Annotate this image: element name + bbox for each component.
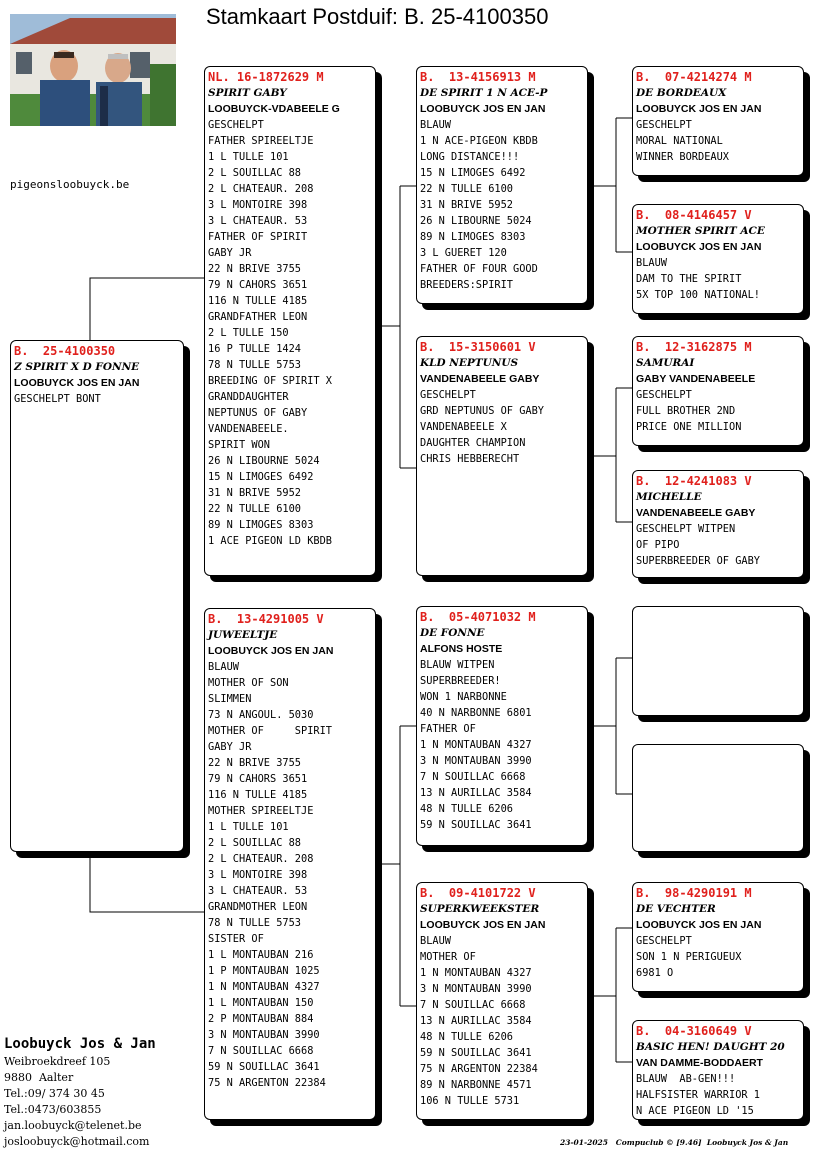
info-line: 2 L SOUILLAC 88: [208, 837, 301, 849]
info-line: SISTER OF: [208, 933, 264, 945]
info-line: 73 N ANGOUL. 5030: [208, 709, 314, 721]
owner-phone: Tel.:09/ 374 30 45: [4, 1087, 105, 1100]
ring-number: B. 98-4290191 M: [636, 886, 752, 900]
info-line: MOTHER SPIREELTJE: [208, 805, 314, 817]
pigeon-name: Z SPIRIT X D FONNE: [14, 361, 140, 373]
info-line: FATHER SPIREELTJE: [208, 135, 314, 147]
info-line: GESCHELPT BONT: [14, 393, 101, 405]
subject-pigeon-card[interactable]: [10, 340, 184, 852]
info-line: LONG DISTANCE!!!: [420, 151, 520, 163]
owner-email-2[interactable]: josloobuyck@hotmail.com: [4, 1135, 150, 1148]
info-line: BREEDING OF SPIRIT X: [208, 375, 332, 387]
info-line: 40 N NARBONNE 6801: [420, 707, 532, 719]
info-line: 2 L TULLE 150: [208, 327, 289, 339]
info-line: 89 N LIMOGES 8303: [208, 519, 314, 531]
info-line: SLIMMEN: [208, 693, 252, 705]
breeder-name: LOOBUYCK-VDABEELE G: [208, 103, 340, 115]
ring-number: B. 08-4146457 V: [636, 208, 752, 222]
info-line: 1 N MONTAUBAN 4327: [420, 739, 532, 751]
pigeon-name: KLD NEPTUNUS: [420, 357, 519, 369]
great-grandparent-card-mff-empty[interactable]: [632, 606, 804, 716]
ring-number: B. 12-4241083 V: [636, 474, 752, 488]
info-line: MOTHER OF SON: [208, 677, 289, 689]
pigeon-name: DE FONNE: [420, 627, 485, 639]
info-line: 3 L CHATEAUR. 53: [208, 885, 308, 897]
owner-contact: [4, 1034, 156, 1150]
pigeon-name: MOTHER SPIRIT ACE: [636, 225, 765, 237]
info-line: 22 N BRIVE 3755: [208, 263, 301, 275]
info-line: DAUGHTER CHAMPION: [420, 437, 526, 449]
info-line: 7 N SOUILLAC 6668: [208, 1045, 314, 1057]
ring-number: NL. 16-1872629 M: [208, 70, 324, 84]
info-line: 16 P TULLE 1424: [208, 343, 301, 355]
info-line: SUPERBREEDER OF GABY: [636, 555, 760, 567]
breeder-name: LOOBUYCK JOS EN JAN: [636, 919, 762, 931]
info-line: BLAUW WITPEN: [420, 659, 495, 671]
info-line: GESCHELPT: [636, 389, 692, 401]
info-line: GRANDDAUGHTER: [208, 391, 289, 403]
info-line: SPIRIT WON: [208, 439, 270, 451]
info-line: 2 P MONTAUBAN 884: [208, 1013, 314, 1025]
info-lines: [420, 117, 584, 293]
info-line: 3 N MONTAUBAN 3990: [208, 1029, 320, 1041]
owner-address: Weibroekdreef 105: [4, 1055, 111, 1068]
info-lines: [420, 657, 584, 833]
info-line: MOTHER OF SPIRIT: [208, 725, 332, 737]
breeder-name: LOOBUYCK JOS EN JAN: [208, 645, 334, 657]
pigeon-name: DE VECHTER: [636, 903, 716, 915]
info-line: FULL BROTHER 2ND: [636, 405, 736, 417]
great-grandparent-card-fff[interactable]: [632, 66, 804, 176]
pigeon-name: BASIC HEN! DAUGHT 20: [636, 1041, 785, 1053]
great-grandparent-card-ffm[interactable]: [632, 204, 804, 314]
info-lines: [420, 933, 584, 1109]
paternal-grandmother-card[interactable]: [416, 336, 588, 576]
info-line: OF PIPO: [636, 539, 680, 551]
info-line: PRICE ONE MILLION: [636, 421, 742, 433]
info-line: 13 N AURILLAC 3584: [420, 787, 532, 799]
info-line: BLAUW: [636, 257, 667, 269]
ring-number: B. 07-4214274 M: [636, 70, 752, 84]
info-line: 59 N SOUILLAC 3641: [420, 819, 532, 831]
ring-number: B. 04-3160649 V: [636, 1024, 752, 1038]
ring-number: B. 25-4100350: [14, 344, 116, 358]
info-line: FATHER OF FOUR GOOD: [420, 263, 538, 275]
info-line: CHRIS HEBBERECHT: [420, 453, 520, 465]
ring-number: B. 05-4071032 M: [420, 610, 536, 624]
info-lines: [636, 117, 800, 165]
info-lines: [636, 1071, 800, 1119]
info-lines: [208, 659, 372, 1091]
info-line: SON 1 N PERIGUEUX: [636, 951, 742, 963]
info-line: 7 N SOUILLAC 6668: [420, 999, 526, 1011]
website-link[interactable]: pigeonsloobuyck.be: [10, 178, 130, 191]
info-line: GABY JR: [208, 247, 252, 259]
ring-number: B. 09-4101722 V: [420, 886, 536, 900]
info-line: 106 N TULLE 5731: [420, 1095, 520, 1107]
info-line: VANDENABEELE X: [420, 421, 507, 433]
father-card[interactable]: [204, 66, 376, 576]
ring-number: B. 15-3150601 V: [420, 340, 536, 354]
breeder-name: LOOBUYCK JOS EN JAN: [636, 241, 762, 253]
info-line: 79 N CAHORS 3651: [208, 279, 308, 291]
info-line: 15 N LIMOGES 6492: [208, 471, 314, 483]
info-line: 48 N TULLE 6206: [420, 1031, 513, 1043]
info-line: DAM TO THE SPIRIT: [636, 273, 742, 285]
info-line: 1 P MONTAUBAN 1025: [208, 965, 320, 977]
info-line: 22 N TULLE 6100: [208, 503, 301, 515]
info-line: GABY JR: [208, 741, 252, 753]
info-line: 26 N LIBOURNE 5024: [420, 215, 532, 227]
info-line: N ACE PIGEON LD '15: [636, 1105, 754, 1117]
info-line: NEPTUNUS OF GABY: [208, 407, 308, 419]
pigeon-name: MICHELLE: [636, 491, 702, 503]
breeder-name: VANDENABEELE GABY: [420, 373, 540, 385]
info-line: VANDENABEELE.: [208, 423, 289, 435]
pigeon-name: DE BORDEAUX: [636, 87, 727, 99]
breeder-name: ALFONS HOSTE: [420, 643, 503, 655]
pigeon-name: DE SPIRIT 1 N ACE-P: [420, 87, 548, 99]
info-line: 1 ACE PIGEON LD KBDB: [208, 535, 332, 547]
info-line: GESCHELPT WITPEN: [636, 523, 736, 535]
info-line: 2 L CHATEAUR. 208: [208, 183, 314, 195]
info-lines: [636, 387, 800, 435]
info-line: 75 N ARGENTON 22384: [208, 1077, 326, 1089]
owner-postcode: 9880 Aalter: [4, 1071, 74, 1084]
info-line: GESCHELPT: [420, 389, 476, 401]
info-line: 78 N TULLE 5753: [208, 359, 301, 371]
pigeon-name: SAMURAI: [636, 357, 695, 369]
info-line: 116 N TULLE 4185: [208, 295, 308, 307]
info-line: 1 N ACE-PIGEON KBDB: [420, 135, 538, 147]
info-lines: [420, 387, 584, 467]
info-line: 3 L CHATEAUR. 53: [208, 215, 308, 227]
info-line: GRANDMOTHER LEON: [208, 901, 308, 913]
info-line: 26 N LIBOURNE 5024: [208, 455, 320, 467]
info-line: 1 L TULLE 101: [208, 151, 289, 163]
info-line: 31 N BRIVE 5952: [420, 199, 513, 211]
info-line: FATHER OF: [420, 723, 476, 735]
info-line: 2 L CHATEAUR. 208: [208, 853, 314, 865]
info-line: 22 N TULLE 6100: [420, 183, 513, 195]
owner-email-1[interactable]: jan.loobuyck@telenet.be: [4, 1119, 142, 1132]
info-line: 48 N TULLE 6206: [420, 803, 513, 815]
info-line: GRANDFATHER LEON: [208, 311, 308, 323]
info-line: 3 N MONTAUBAN 3990: [420, 755, 532, 767]
info-line: GESCHELPT: [636, 119, 692, 131]
info-line: 79 N CAHORS 3651: [208, 773, 308, 785]
info-lines: [636, 933, 800, 981]
info-line: SUPERBREEDER!: [420, 675, 501, 687]
info-line: 116 N TULLE 4185: [208, 789, 308, 801]
info-lines: [636, 255, 800, 303]
info-line: HALFSISTER WARRIOR 1: [636, 1089, 760, 1101]
info-line: GESCHELPT: [208, 119, 264, 131]
info-line: 75 N ARGENTON 22384: [420, 1063, 538, 1075]
paternal-grandfather-card[interactable]: [416, 66, 588, 304]
pigeon-name: SPIRIT GABY: [208, 87, 287, 99]
info-line: BLAUW: [420, 119, 451, 131]
info-line: 89 N LIMOGES 8303: [420, 231, 526, 243]
mother-card[interactable]: [204, 608, 376, 1120]
info-line: BLAUW: [208, 661, 239, 673]
breeder-name: GABY VANDENABEELE: [636, 373, 756, 385]
info-line: 3 L MONTOIRE 398: [208, 199, 308, 211]
great-grandparent-card-mfm-empty[interactable]: [632, 744, 804, 852]
owner-mobile: Tel.:0473/603855: [4, 1103, 102, 1116]
breeder-name: VANDENABEELE GABY: [636, 507, 756, 519]
breeder-name: LOOBUYCK JOS EN JAN: [14, 377, 140, 389]
info-line: BREEDERS:SPIRIT: [420, 279, 513, 291]
info-line: MORAL NATIONAL: [636, 135, 723, 147]
info-line: 1 L MONTAUBAN 216: [208, 949, 314, 961]
info-line: BLAUW AB-GEN!!!: [636, 1073, 736, 1085]
info-lines: [636, 521, 800, 569]
info-line: 3 N MONTAUBAN 3990: [420, 983, 532, 995]
info-line: FATHER OF SPIRIT: [208, 231, 308, 243]
info-lines: [208, 117, 372, 549]
info-line: 3 L GUERET 120: [420, 247, 507, 259]
info-line: 15 N LIMOGES 6492: [420, 167, 526, 179]
maternal-grandmother-card[interactable]: [416, 882, 588, 1120]
info-line: 7 N SOUILLAC 6668: [420, 771, 526, 783]
owner-name: Loobuyck Jos & Jan: [4, 1036, 156, 1052]
info-line: 1 L MONTAUBAN 150: [208, 997, 314, 1009]
info-line: 59 N SOUILLAC 3641: [420, 1047, 532, 1059]
breeder-name: VAN DAMME-BODDAERT: [636, 1057, 763, 1069]
info-line: WON 1 NARBONNE: [420, 691, 507, 703]
info-line: 13 N AURILLAC 3584: [420, 1015, 532, 1027]
info-line: 59 N SOUILLAC 3641: [208, 1061, 320, 1073]
info-line: GRD NEPTUNUS OF GABY: [420, 405, 544, 417]
info-line: 1 N MONTAUBAN 4327: [420, 967, 532, 979]
info-line: 89 N NARBONNE 4571: [420, 1079, 532, 1091]
info-line: GESCHELPT: [636, 935, 692, 947]
info-line: 31 N BRIVE 5952: [208, 487, 301, 499]
great-grandparent-card-fmf[interactable]: [632, 336, 804, 446]
breeder-name: LOOBUYCK JOS EN JAN: [636, 103, 762, 115]
great-grandparent-card-fmm[interactable]: [632, 470, 804, 578]
info-line: 22 N BRIVE 3755: [208, 757, 301, 769]
info-line: MOTHER OF: [420, 951, 476, 963]
info-line: BLAUW: [420, 935, 451, 947]
info-line: WINNER BORDEAUX: [636, 151, 729, 163]
info-line: 1 N MONTAUBAN 4327: [208, 981, 320, 993]
info-line: 1 L TULLE 101: [208, 821, 289, 833]
maternal-grandfather-card[interactable]: [416, 606, 588, 846]
info-line: 2 L SOUILLAC 88: [208, 167, 301, 179]
great-grandparent-card-mmm[interactable]: [632, 1020, 804, 1120]
ring-number: B. 13-4291005 V: [208, 612, 324, 626]
info-line: 6981 O: [636, 967, 674, 979]
great-grandparent-card-mmf[interactable]: [632, 882, 804, 992]
info-line: 3 L MONTOIRE 398: [208, 869, 308, 881]
pigeon-name: JUWEELTJE: [208, 629, 278, 641]
breeder-name: LOOBUYCK JOS EN JAN: [420, 919, 546, 931]
footer-credit: 23-01-2025 Compuclub © [9.46] Loobuyck Jos & Jan: [560, 1138, 789, 1147]
ring-number: B. 13-4156913 M: [420, 70, 536, 84]
pigeon-name: SUPERKWEEKSTER: [420, 903, 540, 915]
page-title: Stamkaart Postduif: B. 25-4100350: [206, 4, 549, 29]
info-line: 5X TOP 100 NATIONAL!: [636, 289, 760, 301]
ring-number: B. 12-3162875 M: [636, 340, 752, 354]
breeder-name: LOOBUYCK JOS EN JAN: [420, 103, 546, 115]
info-line: 78 N TULLE 5753: [208, 917, 301, 929]
